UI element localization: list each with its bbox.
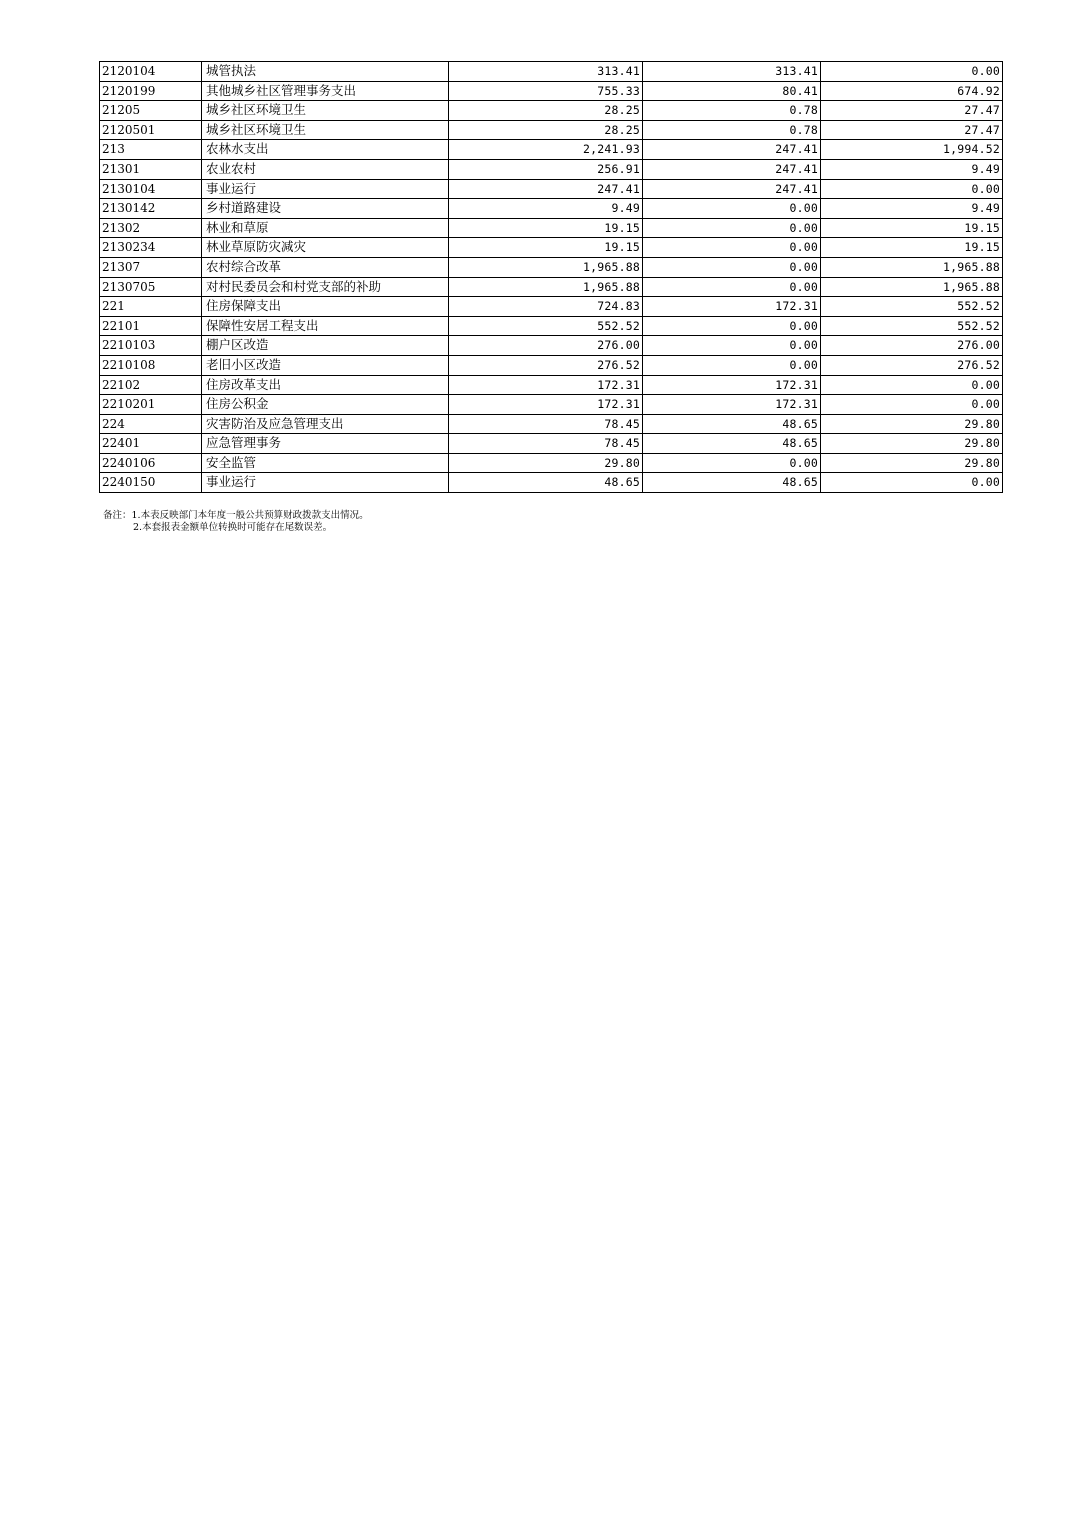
basic-expenditure-cell: 0.78 (643, 120, 821, 140)
note-line-1: 备注：1.本表反映部门本年度一般公共预算财政拨款支出情况。 (103, 510, 369, 521)
total-amount-cell: 755.33 (449, 81, 643, 101)
account-code-cell: 22102 (100, 375, 202, 395)
table-row (100, 179, 1003, 199)
basic-expenditure-cell: 48.65 (643, 473, 821, 493)
basic-expenditure-cell: 0.00 (643, 238, 821, 258)
account-code-cell: 21301 (100, 159, 202, 179)
table-row (100, 395, 1003, 415)
project-expenditure-cell: 0.00 (821, 395, 1003, 415)
total-amount-cell: 172.31 (449, 375, 643, 395)
basic-expenditure-cell: 172.31 (643, 297, 821, 317)
project-expenditure-cell: 9.49 (821, 159, 1003, 179)
account-code-cell: 21205 (100, 101, 202, 121)
account-name-cell: 住房公积金 (202, 395, 449, 415)
basic-expenditure-cell: 313.41 (643, 62, 821, 82)
basic-expenditure-cell: 0.00 (643, 355, 821, 375)
account-name-cell: 其他城乡社区管理事务支出 (202, 81, 449, 101)
project-expenditure-cell: 29.80 (821, 434, 1003, 454)
project-expenditure-cell: 29.80 (821, 453, 1003, 473)
project-expenditure-cell: 552.52 (821, 316, 1003, 336)
basic-expenditure-cell: 0.78 (643, 101, 821, 121)
account-name-cell: 乡村道路建设 (202, 199, 449, 219)
basic-expenditure-cell: 0.00 (643, 336, 821, 356)
table-row (100, 434, 1003, 454)
table-row (100, 159, 1003, 179)
basic-expenditure-cell: 48.65 (643, 414, 821, 434)
account-name-cell: 城乡社区环境卫生 (202, 120, 449, 140)
total-amount-cell: 247.41 (449, 179, 643, 199)
project-expenditure-cell: 29.80 (821, 414, 1003, 434)
basic-expenditure-cell: 0.00 (643, 453, 821, 473)
total-amount-cell: 29.80 (449, 453, 643, 473)
project-expenditure-cell: 19.15 (821, 218, 1003, 238)
account-name-cell: 事业运行 (202, 179, 449, 199)
table-body (100, 62, 1003, 493)
basic-expenditure-cell: 0.00 (643, 257, 821, 277)
table-row (100, 120, 1003, 140)
account-name-cell: 保障性安居工程支出 (202, 316, 449, 336)
project-expenditure-cell: 552.52 (821, 297, 1003, 317)
project-expenditure-cell: 9.49 (821, 199, 1003, 219)
total-amount-cell: 2,241.93 (449, 140, 643, 160)
total-amount-cell: 276.00 (449, 336, 643, 356)
basic-expenditure-cell: 80.41 (643, 81, 821, 101)
total-amount-cell: 724.83 (449, 297, 643, 317)
account-name-cell: 应急管理事务 (202, 434, 449, 454)
account-name-cell: 老旧小区改造 (202, 355, 449, 375)
notes (103, 510, 369, 534)
project-expenditure-cell: 27.47 (821, 101, 1003, 121)
account-code-cell: 2130705 (100, 277, 202, 297)
total-amount-cell: 313.41 (449, 62, 643, 82)
project-expenditure-cell: 1,994.52 (821, 140, 1003, 160)
project-expenditure-cell: 1,965.88 (821, 277, 1003, 297)
account-code-cell: 2120199 (100, 81, 202, 101)
table-row (100, 199, 1003, 219)
total-amount-cell: 1,965.88 (449, 257, 643, 277)
basic-expenditure-cell: 0.00 (643, 218, 821, 238)
total-amount-cell: 19.15 (449, 218, 643, 238)
total-amount-cell: 28.25 (449, 101, 643, 121)
account-name-cell: 农村综合改革 (202, 257, 449, 277)
account-code-cell: 224 (100, 414, 202, 434)
account-name-cell: 住房保障支出 (202, 297, 449, 317)
total-amount-cell: 48.65 (449, 473, 643, 493)
account-name-cell: 棚户区改造 (202, 336, 449, 356)
account-code-cell: 2120104 (100, 62, 202, 82)
project-expenditure-cell: 27.47 (821, 120, 1003, 140)
table-row (100, 218, 1003, 238)
account-name-cell: 事业运行 (202, 473, 449, 493)
total-amount-cell: 276.52 (449, 355, 643, 375)
total-amount-cell: 172.31 (449, 395, 643, 415)
account-code-cell: 2120501 (100, 120, 202, 140)
total-amount-cell: 256.91 (449, 159, 643, 179)
account-code-cell: 213 (100, 140, 202, 160)
table-row (100, 336, 1003, 356)
project-expenditure-cell: 276.52 (821, 355, 1003, 375)
table-row (100, 316, 1003, 336)
table-row (100, 257, 1003, 277)
account-code-cell: 2240150 (100, 473, 202, 493)
basic-expenditure-cell: 247.41 (643, 179, 821, 199)
account-name-cell: 林业和草原 (202, 218, 449, 238)
basic-expenditure-cell: 0.00 (643, 316, 821, 336)
account-code-cell: 2130142 (100, 199, 202, 219)
account-name-cell: 农林水支出 (202, 140, 449, 160)
table-row (100, 453, 1003, 473)
table-row (100, 140, 1003, 160)
project-expenditure-cell: 0.00 (821, 375, 1003, 395)
account-name-cell: 对村民委员会和村党支部的补助 (202, 277, 449, 297)
project-expenditure-cell: 1,965.88 (821, 257, 1003, 277)
basic-expenditure-cell: 172.31 (643, 395, 821, 415)
account-code-cell: 2240106 (100, 453, 202, 473)
account-name-cell: 安全监管 (202, 453, 449, 473)
account-code-cell: 21307 (100, 257, 202, 277)
project-expenditure-cell: 0.00 (821, 473, 1003, 493)
table-row (100, 375, 1003, 395)
project-expenditure-cell: 674.92 (821, 81, 1003, 101)
table-row (100, 81, 1003, 101)
account-code-cell: 2210201 (100, 395, 202, 415)
total-amount-cell: 19.15 (449, 238, 643, 258)
account-name-cell: 住房改革支出 (202, 375, 449, 395)
basic-expenditure-cell: 0.00 (643, 277, 821, 297)
project-expenditure-cell: 0.00 (821, 62, 1003, 82)
basic-expenditure-cell: 247.41 (643, 159, 821, 179)
table-row (100, 101, 1003, 121)
account-name-cell: 林业草原防灾减灾 (202, 238, 449, 258)
account-code-cell: 2130234 (100, 238, 202, 258)
project-expenditure-cell: 0.00 (821, 179, 1003, 199)
account-code-cell: 22401 (100, 434, 202, 454)
note-line-2: 2.本套报表金额单位转换时可能存在尾数误差。 (133, 522, 333, 533)
account-code-cell: 2210108 (100, 355, 202, 375)
total-amount-cell: 78.45 (449, 414, 643, 434)
account-code-cell: 22101 (100, 316, 202, 336)
budget-table (99, 61, 1003, 493)
table-row (100, 277, 1003, 297)
total-amount-cell: 552.52 (449, 316, 643, 336)
basic-expenditure-cell: 0.00 (643, 199, 821, 219)
table-row (100, 238, 1003, 258)
account-code-cell: 21302 (100, 218, 202, 238)
project-expenditure-cell: 19.15 (821, 238, 1003, 258)
account-name-cell: 城乡社区环境卫生 (202, 101, 449, 121)
table-row (100, 355, 1003, 375)
table-row (100, 297, 1003, 317)
account-name-cell: 农业农村 (202, 159, 449, 179)
table-row (100, 414, 1003, 434)
total-amount-cell: 78.45 (449, 434, 643, 454)
total-amount-cell: 9.49 (449, 199, 643, 219)
basic-expenditure-cell: 247.41 (643, 140, 821, 160)
table-row (100, 473, 1003, 493)
basic-expenditure-cell: 172.31 (643, 375, 821, 395)
account-code-cell: 2210103 (100, 336, 202, 356)
total-amount-cell: 28.25 (449, 120, 643, 140)
account-code-cell: 221 (100, 297, 202, 317)
account-name-cell: 灾害防治及应急管理支出 (202, 414, 449, 434)
total-amount-cell: 1,965.88 (449, 277, 643, 297)
basic-expenditure-cell: 48.65 (643, 434, 821, 454)
account-code-cell: 2130104 (100, 179, 202, 199)
project-expenditure-cell: 276.00 (821, 336, 1003, 356)
account-name-cell: 城管执法 (202, 62, 449, 82)
table-row (100, 62, 1003, 82)
